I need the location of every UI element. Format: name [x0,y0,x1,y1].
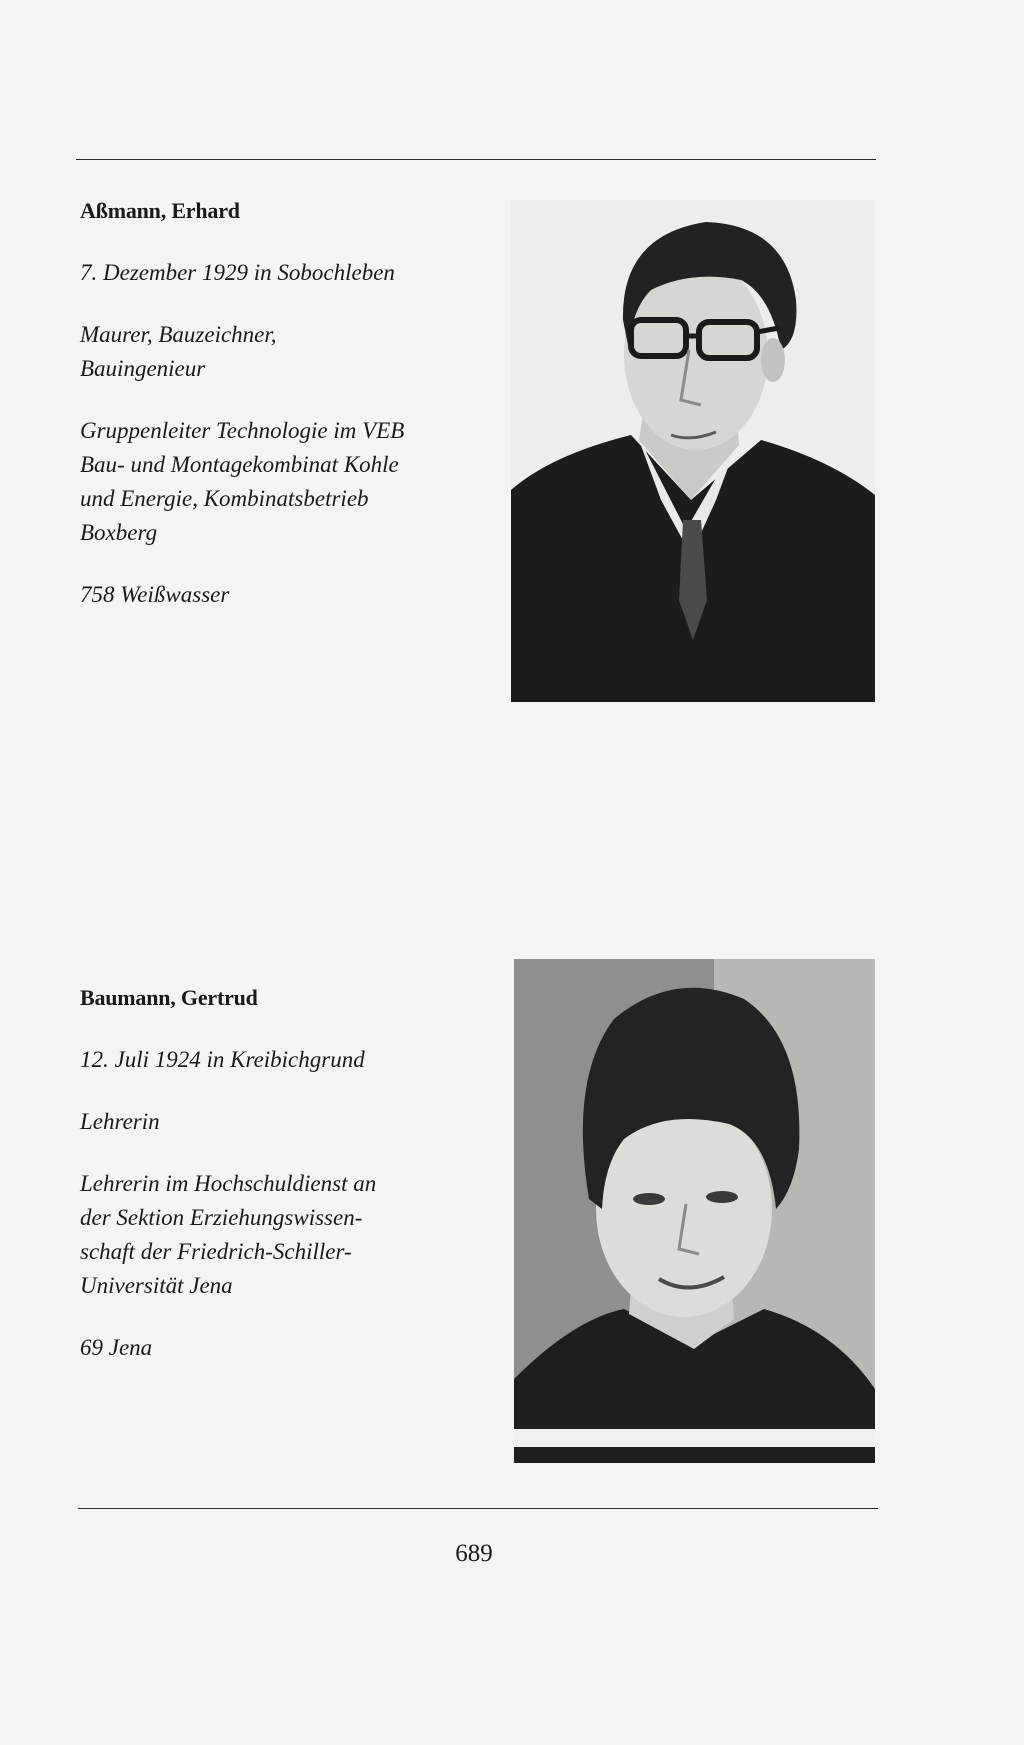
portrait-photo-assmann [511,200,875,702]
portrait-woman-image [514,959,875,1463]
entry-residence: 69 Jena [80,1335,153,1360]
biography-entry-baumann [80,985,460,1393]
bottom-rule [78,1508,878,1509]
entry-profession: Lehrerin [80,1109,160,1134]
entry-name: Baumann, Gertrud [80,985,258,1010]
entry-birth: 7. Dezember 1929 in Sobochleben [80,260,395,285]
entry-position: Lehrerin im Hochschuldienst an der Sektion Erziehungswissen- schaft der Friedrich-Schiller- Universität Jena [80,1171,377,1298]
entry-birth: 12. Juli 1924 in Kreibichgrund [80,1047,365,1072]
page-number-text: 689 [455,1540,493,1567]
entry-residence: 758 Weißwasser [80,582,230,607]
top-rule [76,159,876,160]
page-number [0,1540,1024,1568]
entry-profession: Maurer, Bauzeichner, Bauingenieur [80,322,277,381]
entry-name: Aßmann, Erhard [80,198,240,223]
biography-entry-assmann [80,198,460,640]
portrait-man-image [511,200,875,702]
entry-position: Gruppenleiter Technologie im VEB Bau- und Montagekombinat Kohle und Energie, Kombinatsbetrieb Boxberg [80,418,405,545]
portrait-photo-baumann [514,959,875,1463]
